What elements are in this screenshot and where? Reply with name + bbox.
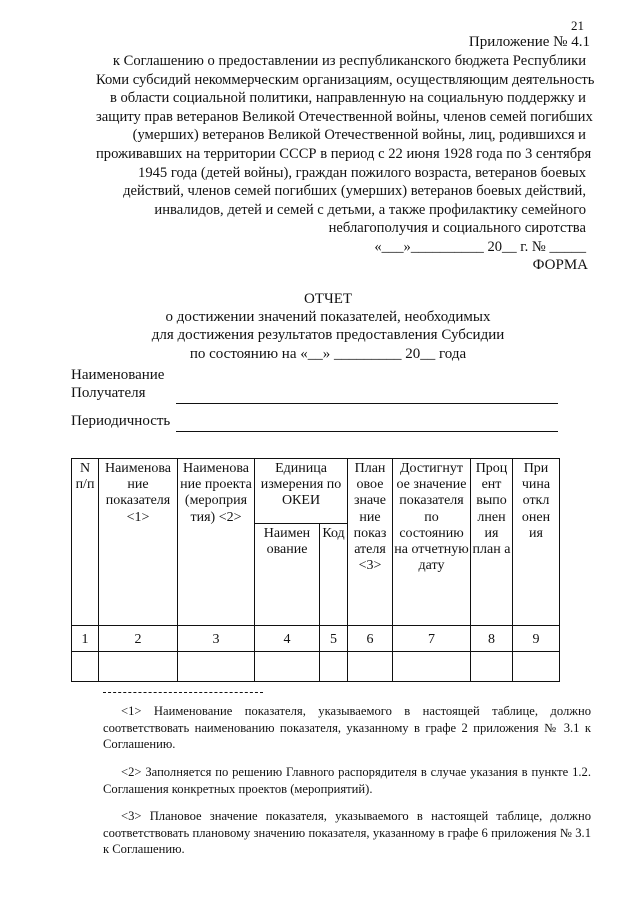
column-number-row — [72, 626, 560, 652]
periodicity-input-line[interactable] — [176, 431, 558, 432]
appendix-label: Приложение № 4.1 — [468, 34, 590, 50]
column-number: 9 — [513, 626, 560, 652]
indicators-table — [71, 458, 560, 682]
column-number: 6 — [348, 626, 393, 652]
recipient-label-2: Получателя — [71, 385, 146, 401]
column-number: 2 — [99, 626, 178, 652]
col-num-header: N п/п — [72, 459, 99, 626]
table-cell[interactable] — [178, 652, 255, 682]
agreement-date-number: «___»__________ 20__ г. № _____ — [374, 238, 586, 255]
periodicity-label: Периодичность — [71, 413, 171, 429]
agreement-line: защиту прав ветеранов Великой Отечественной войны, членов семей погибших — [96, 108, 593, 125]
column-number: 8 — [471, 626, 513, 652]
header-row — [72, 459, 560, 524]
col-indicator-header: Наименова ние показателя <1> — [99, 459, 178, 626]
column-number: 1 — [72, 626, 99, 652]
column-number: 4 — [255, 626, 320, 652]
column-number: 3 — [178, 626, 255, 652]
agreement-line: действий, членов семей погибших (умерших) ветеранов боевых действий, — [123, 183, 586, 200]
agreement-line: проживавших на территории СССР в период с 22 июня 1928 года по 3 сентября — [96, 145, 592, 162]
column-number: 7 — [393, 626, 471, 652]
table-cell[interactable] — [393, 652, 471, 682]
table-cell[interactable] — [471, 652, 513, 682]
report-subtitle-line: о достижении значений показателей, необходимых — [165, 309, 491, 326]
agreement-line: к Соглашению о предоставлении из республиканского бюджета Республики — [112, 53, 586, 69]
table-cell[interactable] — [255, 652, 320, 682]
footnote-divider — [103, 692, 263, 693]
table-cell[interactable] — [348, 652, 393, 682]
agreement-line: (умерших) ветеранов Великой Отечественной войны, лиц, родившихся и — [132, 127, 586, 144]
page-number: 21 — [571, 18, 584, 33]
col-achieved-header: Достигнут ое значение показателя по состоянию на отчетную дату — [393, 459, 471, 626]
table-cell[interactable] — [320, 652, 348, 682]
footnote-3: <3> Плановое значение показателя, указываемого в настоящей таблице, должно соответствовать плановому значению показателя, указанному в графе 6 приложения № 3.1 к Соглашению. — [103, 809, 591, 856]
agreement-line: в области социальной политики, направленную на социальную поддержку и — [109, 90, 586, 107]
report-heading — [0, 290, 640, 363]
form-label: ФОРМА — [532, 257, 588, 273]
table-cell[interactable] — [513, 652, 560, 682]
col-unit-code-header: Код — [320, 524, 348, 626]
recipient-input-line[interactable] — [176, 403, 558, 404]
agreement-line: 1945 года (детей войны), граждан пожилого возраста, ветеранов боевых — [138, 164, 586, 181]
report-title: ОТЧЕТ — [303, 291, 353, 307]
table-cell[interactable] — [72, 652, 99, 682]
table-row — [72, 652, 560, 682]
col-percent-header: Проц ент выпо лнен ия план а — [471, 459, 513, 626]
report-subtitle-line: по состоянию на «__» _________ 20__ года — [189, 345, 467, 362]
recipient-label: Наименование — [71, 367, 165, 383]
agreement-line: Коми субсидий некоммерческим организациям, осуществляющим деятельность — [96, 71, 595, 88]
agreement-reference — [96, 52, 595, 257]
column-number: 5 — [320, 626, 348, 652]
col-project-header: Наименова ние проекта (мероприя тия) <2> — [178, 459, 255, 626]
col-unit-name-header: Наимен ование — [255, 524, 320, 626]
col-planned-header: План овое значе ние показ ателя <3> — [348, 459, 393, 626]
footnote-2: <2> Заполняется по решению Главного распорядителя в случае указания в пункте 1.2. Соглашения конкретных проектов (мероприятий). — [103, 765, 591, 796]
col-unit-group-header: Единица измерения по ОКЕИ — [255, 459, 348, 524]
agreement-line: неблагополучия и социального сиротства — [328, 220, 586, 237]
col-deviation-header: При чина откл онен ия — [513, 459, 560, 626]
report-subtitle-line: для достижения результатов предоставления Субсидии — [151, 327, 505, 344]
agreement-line: инвалидов, детей и семей с детьми, а также профилактику семейного — [154, 201, 586, 218]
table-cell[interactable] — [99, 652, 178, 682]
footnote-1: <1> Наименование показателя, указываемого в настоящей таблице, должно соответствовать наименованию показателя, указанному в графе 2 приложения № 3.1 к Соглашению. — [103, 704, 591, 751]
